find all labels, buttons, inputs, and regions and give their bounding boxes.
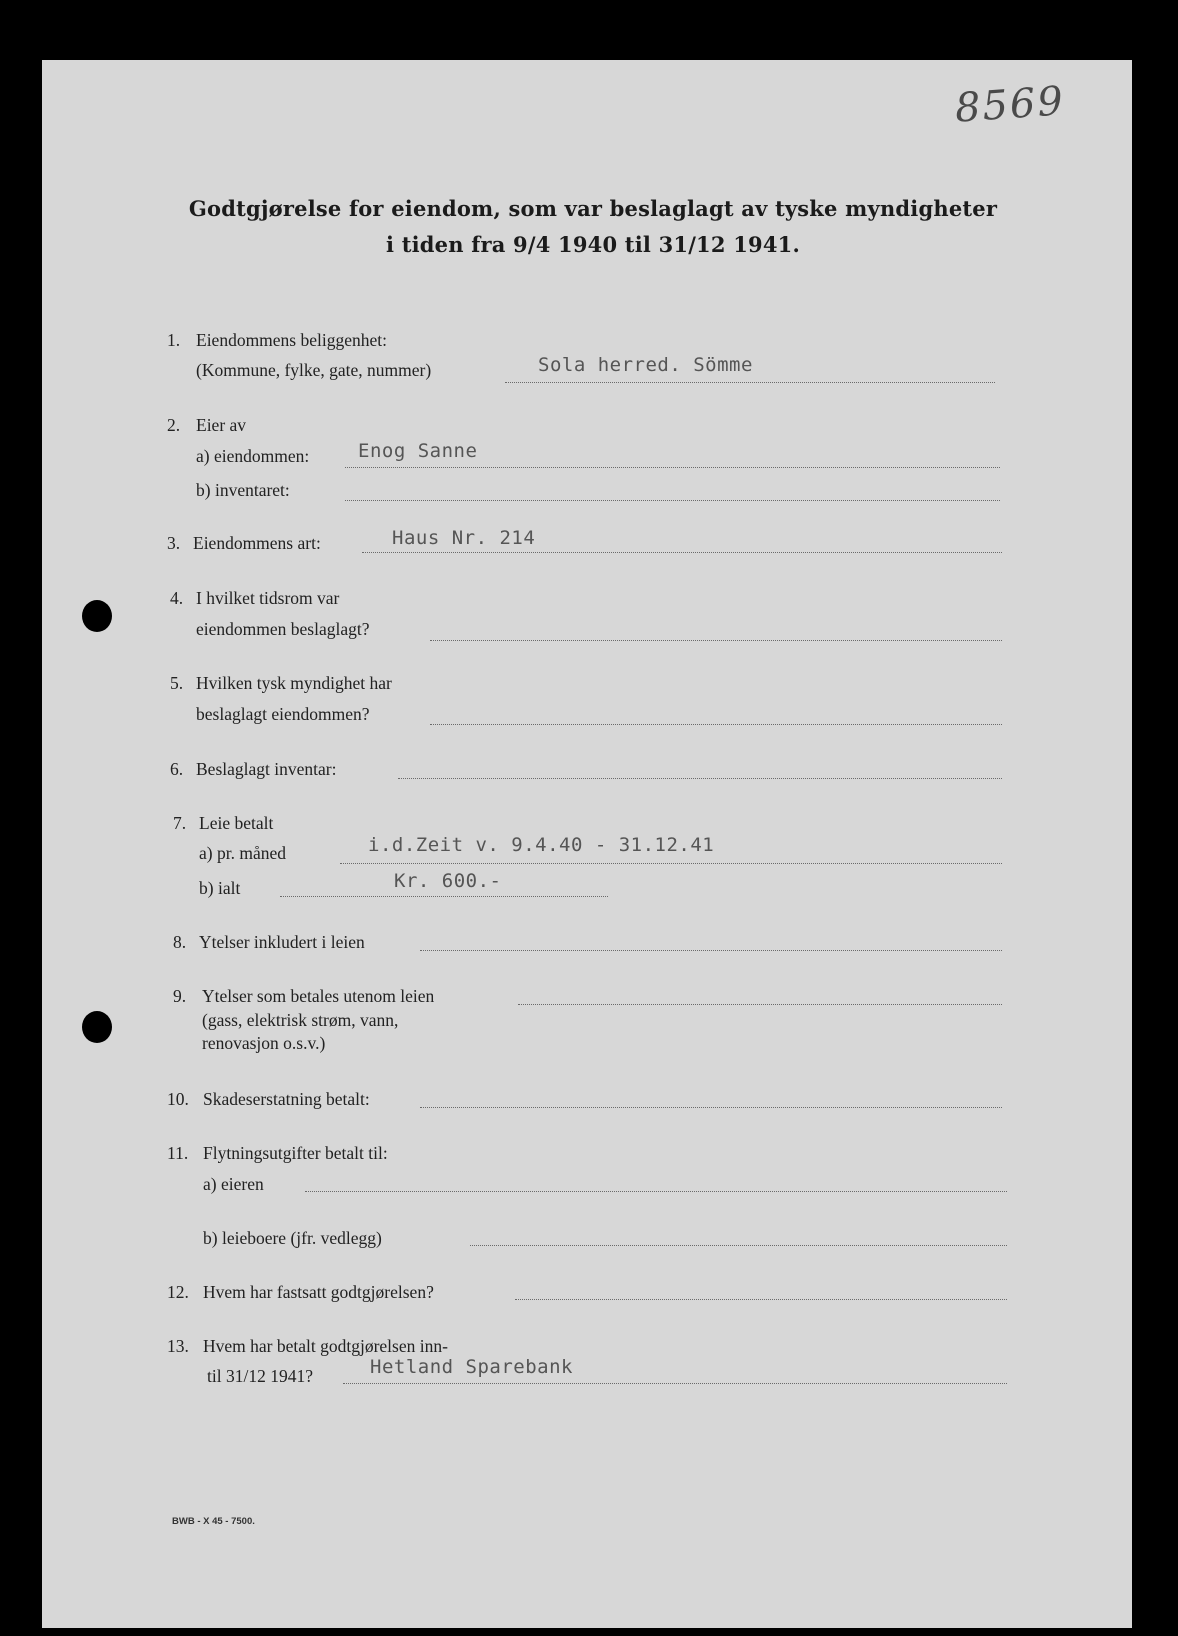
item-13-sublabel: til 31/12 1941? <box>207 1366 313 1386</box>
item-4-answer-line <box>430 640 1002 641</box>
item-12-label: Hvem har fastsatt godtgjørelsen? <box>203 1282 434 1302</box>
item-3-answer[interactable]: Haus Nr. 214 <box>392 527 536 549</box>
item-9-answer-line <box>518 1004 1002 1005</box>
item-1-label: Eiendommens beliggenhet: <box>196 330 387 350</box>
item-6-label: Beslaglagt inventar: <box>196 759 337 779</box>
item-3-answer-line <box>362 552 1002 553</box>
item-6-answer-line <box>398 778 1002 779</box>
item-1-sublabel: (Kommune, fylke, gate, nummer) <box>196 360 432 380</box>
item-2a-label: a) eiendommen: <box>196 446 310 466</box>
item-8-number: 8. <box>173 932 187 952</box>
item-2-label: Eier av <box>196 415 247 435</box>
item-11a-label: a) eieren <box>203 1174 264 1194</box>
item-4-number: 4. <box>170 588 184 608</box>
item-11-label: Flytningsutgifter betalt til: <box>203 1143 388 1163</box>
item-10-number: 10. <box>167 1089 189 1109</box>
item-7b-label: b) ialt <box>199 878 241 898</box>
item-2a-answer-line <box>345 467 1000 468</box>
item-7a-answer[interactable]: i.d.Zeit v. 9.4.40 - 31.12.41 <box>368 834 715 856</box>
form-title-line-1: Godtgjørelse for eiendom, som var beslaglagt av tyske myndigheter <box>188 196 998 221</box>
item-11-number: 11. <box>167 1143 189 1163</box>
item-4-sublabel: eiendommen beslaglagt? <box>196 619 370 639</box>
item-9-sublabel-1: (gass, elektrisk strøm, vann, <box>202 1010 399 1030</box>
item-9-sublabel-2: renovasjon o.s.v.) <box>202 1033 326 1053</box>
item-11a-answer-line <box>305 1191 1007 1192</box>
item-7-label: Leie betalt <box>199 813 274 833</box>
item-2-number: 2. <box>167 415 181 435</box>
item-1-number: 1. <box>167 330 181 350</box>
item-13-label: Hvem har betalt godtgjørelsen inn- <box>203 1336 448 1356</box>
item-7a-label: a) pr. måned <box>199 843 286 863</box>
item-7b-answer-line <box>280 896 608 897</box>
item-13-answer-line <box>343 1383 1007 1384</box>
item-1-answer-line <box>505 382 995 383</box>
item-2b-answer-line <box>345 500 1000 501</box>
item-3-label: Eiendommens art: <box>193 533 321 553</box>
item-13-answer[interactable]: Hetland Sparebank <box>370 1356 573 1378</box>
punch-hole-bottom <box>82 1011 112 1043</box>
item-4-label: I hvilket tidsrom var <box>196 588 340 608</box>
item-2a-answer[interactable]: Enog Sanne <box>358 440 478 462</box>
form-title-line-2: i tiden fra 9/4 1940 til 31/12 1941. <box>386 232 800 257</box>
item-11b-answer-line <box>470 1245 1007 1246</box>
item-8-answer-line <box>420 950 1002 951</box>
item-5-number: 5. <box>170 673 184 693</box>
item-8-label: Ytelser inkludert i leien <box>199 932 365 952</box>
item-5-sublabel: beslaglagt eiendommen? <box>196 704 370 724</box>
item-5-label: Hvilken tysk myndighet har <box>196 673 392 693</box>
item-5-answer-line <box>430 724 1002 725</box>
punch-hole-top <box>82 600 112 632</box>
printer-mark: BWB - X 45 - 7500. <box>172 1516 255 1527</box>
handwritten-archive-number: 8569 <box>953 78 1067 132</box>
item-10-label: Skadeserstatning betalt: <box>203 1089 370 1109</box>
item-2b-label: b) inventaret: <box>196 480 290 500</box>
item-7a-answer-line <box>340 863 1002 864</box>
item-3-number: 3. <box>167 533 181 553</box>
item-6-number: 6. <box>170 759 184 779</box>
item-9-number: 9. <box>173 986 187 1006</box>
item-12-number: 12. <box>167 1282 189 1302</box>
item-10-answer-line <box>420 1107 1002 1108</box>
item-7b-answer[interactable]: Kr. 600.- <box>394 870 502 892</box>
item-9-label: Ytelser som betales utenom leien <box>202 986 435 1006</box>
item-12-answer-line <box>515 1299 1007 1300</box>
item-11b-label: b) leieboere (jfr. vedlegg) <box>203 1228 382 1248</box>
item-1-answer[interactable]: Sola herred. Sömme <box>538 354 753 376</box>
item-13-number: 13. <box>167 1336 189 1356</box>
item-7-number: 7. <box>173 813 187 833</box>
